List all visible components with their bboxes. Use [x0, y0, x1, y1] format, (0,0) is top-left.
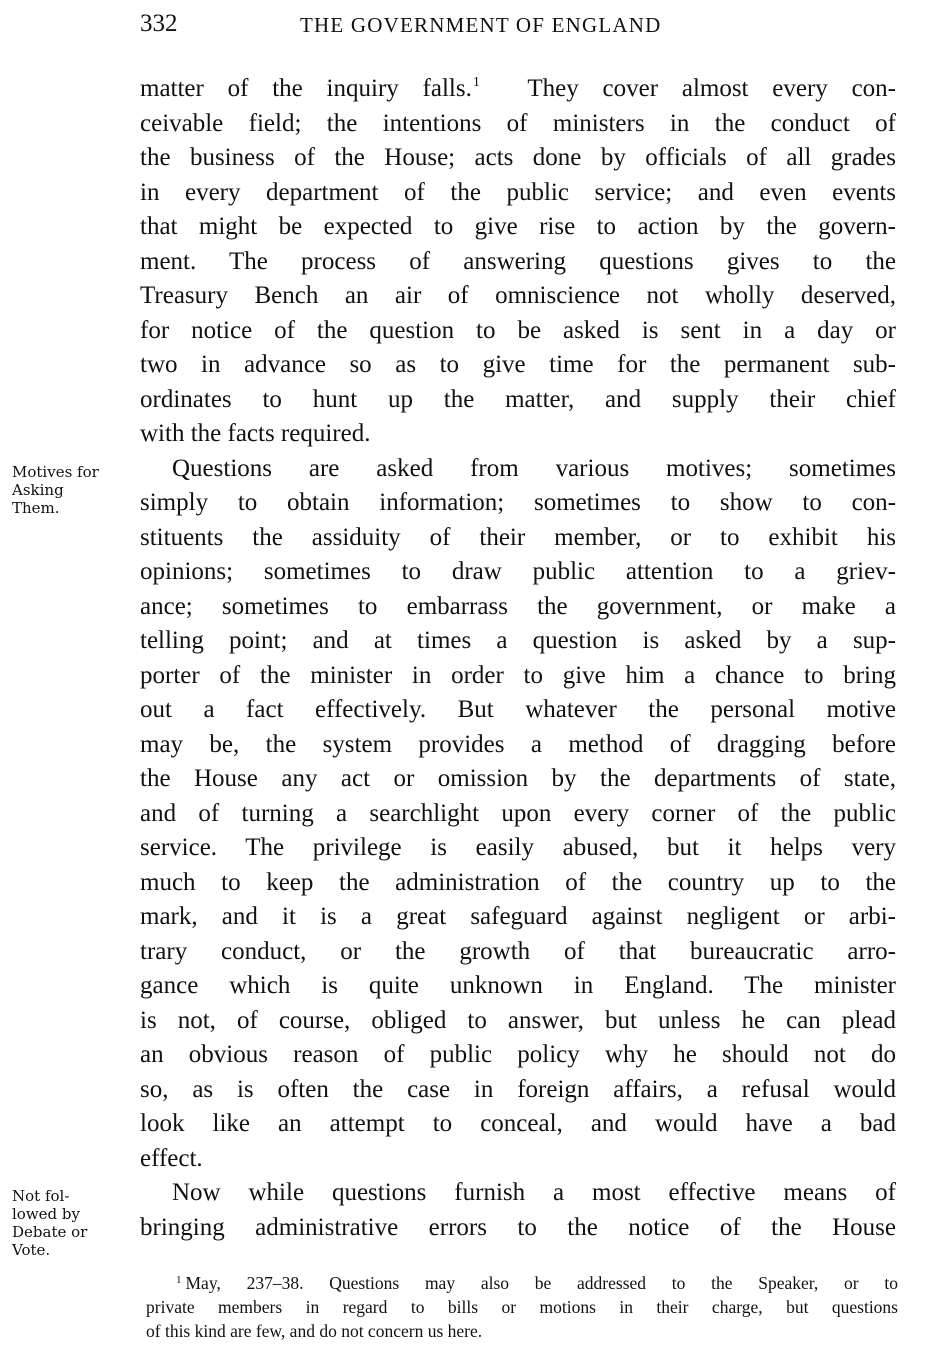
- body-line: bringing administrative errors to the notice of the House: [140, 1214, 896, 1241]
- body-line: that might be expected to give rise to action by the govern-: [140, 213, 896, 240]
- side-note-line: Asking: [12, 481, 64, 499]
- body-line: porter of the minister in order to give him a chance to bring: [140, 662, 896, 689]
- body-line: much to keep the administration of the country up to the: [140, 869, 896, 896]
- body-line: two in advance so as to give time for the permanent sub-: [140, 351, 896, 378]
- body-line: stituents the assiduity of their member, or to exhibit his: [140, 524, 896, 551]
- body-line: in every department of the public service; and even events: [140, 179, 896, 206]
- body-line: ance; sometimes to embarrass the government, or make a: [140, 593, 896, 620]
- page-number: 332: [140, 10, 178, 37]
- body-line: for notice of the question to be asked is sent in a day or: [140, 317, 896, 344]
- body-line: out a fact effectively. But whatever the personal motive: [140, 696, 896, 723]
- body-line: simply to obtain information; sometimes to show to con-: [140, 489, 896, 516]
- body-line: with the facts required.: [140, 420, 371, 447]
- body-line: the House any act or omission by the departments of state,: [140, 765, 896, 792]
- body-line: opinions; sometimes to draw public attention to a griev-: [140, 558, 896, 585]
- body-line: Questions are asked from various motives; sometimes: [172, 455, 896, 482]
- body-line: look like an attempt to conceal, and would have a bad: [140, 1110, 896, 1137]
- running-title: THE GOVERNMENT OF ENGLAND: [300, 13, 662, 37]
- body-line: [140, 72, 896, 106]
- footnote-line: private members in regard to bills or motions in their charge, but questions: [146, 1297, 898, 1317]
- side-note-line: Them.: [12, 499, 60, 517]
- body-line: effect.: [140, 1145, 203, 1172]
- body-line-text: matter of the inquiry falls.: [140, 75, 472, 102]
- body-line: Treasury Bench an air of omniscience not wholly deserved,: [140, 282, 896, 309]
- body-line: mark, and it is a great safeguard against negligent or arbi-: [140, 903, 896, 930]
- footnote-line: [176, 1271, 898, 1295]
- body-line: ceivable field; the intentions of ministers in the conduct of: [140, 110, 896, 137]
- body-line: the business of the House; acts done by officials of all grades: [140, 144, 896, 171]
- body-line: service. The privilege is easily abused, but it helps very: [140, 834, 896, 861]
- body-line: ordinates to hunt up the matter, and supply their chief: [140, 386, 896, 413]
- side-note-line: Debate or: [12, 1223, 88, 1241]
- body-line: an obvious reason of public policy why he should not do: [140, 1041, 896, 1068]
- body-line: Now while questions furnish a most effective means of: [172, 1179, 896, 1206]
- footnote-mark: 1: [176, 1274, 182, 1286]
- footnote-line: of this kind are few, and do not concern us here.: [146, 1321, 483, 1341]
- side-note-line: Motives for: [12, 463, 99, 481]
- body-line: gance which is quite unknown in England. The minister: [140, 972, 896, 999]
- body-line: trary conduct, or the growth of that bureaucratic arro-: [140, 938, 896, 965]
- body-line: may be, the system provides a method of dragging before: [140, 731, 896, 758]
- footnote-reference: 1: [472, 75, 480, 90]
- body-line: is not, of course, obliged to answer, but unless he can plead: [140, 1007, 896, 1034]
- side-note-line: Not fol-: [12, 1187, 70, 1205]
- side-note-line: lowed by: [12, 1205, 80, 1223]
- side-note-not-followed: [12, 1187, 130, 1259]
- body-line: and of turning a searchlight upon every corner of the public: [140, 800, 896, 827]
- body-line-continuation: They cover almost every con-: [527, 75, 896, 102]
- side-note-motives: [12, 463, 130, 517]
- body-line: ment. The process of answering questions gives to the: [140, 248, 896, 275]
- side-note-line: Vote.: [12, 1241, 51, 1259]
- footnote-line-text: May, 237–38. Questions may also be addressed to the Speaker, or to: [185, 1273, 898, 1293]
- body-line: telling point; and at times a question is asked by a sup-: [140, 627, 896, 654]
- body-line: so, as is often the case in foreign affairs, a refusal would: [140, 1076, 896, 1103]
